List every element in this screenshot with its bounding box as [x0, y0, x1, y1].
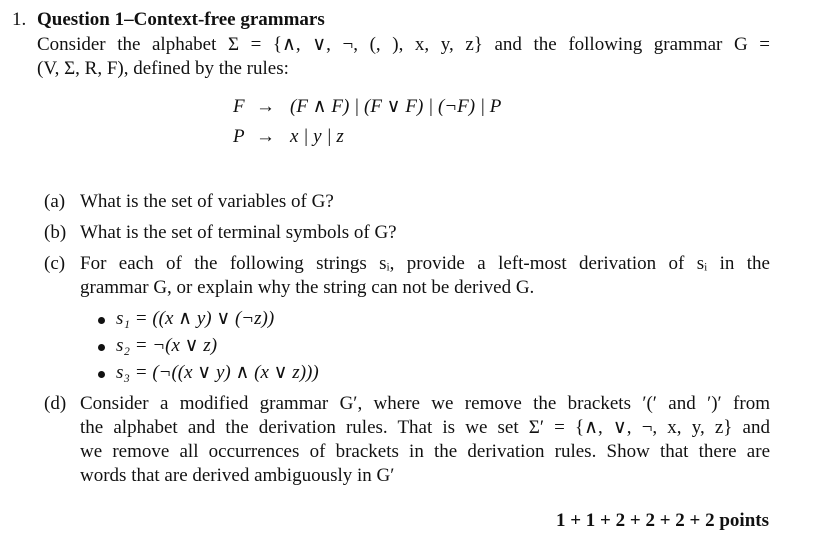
part-c-label: (c) — [44, 253, 66, 274]
points-total: 1 + 1 + 2 + 2 + 2 + 2 points — [555, 510, 769, 531]
question-title: Question 1–Context-free grammars — [37, 9, 325, 30]
rule2-lhs: P — [233, 126, 245, 147]
part-c-line-1: For each of the following strings sᵢ, provide a left-most derivation of sᵢ in the — [80, 253, 770, 274]
part-b-label: (b) — [44, 222, 67, 243]
part-c-line-2: grammar G, or explain why the string can not be derived G. — [80, 277, 535, 298]
part-a-label: (a) — [44, 191, 66, 212]
bullet-icon — [98, 371, 105, 378]
rule1-lhs: F — [233, 96, 245, 117]
part-d-line-1: Consider a modified grammar G′, where we remove the brackets ′(′ and ′)′ from — [80, 393, 770, 414]
part-a-text: What is the set of variables of G? — [80, 191, 334, 212]
rule2-arrow: → — [256, 126, 275, 147]
intro-line-2: (V, Σ, R, F), defined by the rules: — [37, 58, 289, 79]
rule1-arrow: → — [256, 96, 275, 117]
string-s2: s₂ = ¬(x ∨ z) — [116, 335, 218, 356]
intro-line-1: Consider the alphabet Σ = {∧, ∨, ¬, (, ), x, y, z} and the following grammar G = — [37, 34, 770, 55]
bullet-icon — [98, 317, 105, 324]
part-d-line-3: we remove all occurrences of brackets in the derivation rules. Show that there are — [80, 441, 770, 462]
part-d-line-4: words that are derived ambiguously in G′ — [80, 465, 395, 486]
part-d-line-2: the alphabet and the derivation rules. That is we set Σ′ = {∧, ∨, ¬, x, y, z} and — [80, 417, 770, 438]
question-number: 1. — [12, 9, 27, 30]
rule2-rhs: x | y | z — [290, 126, 344, 147]
part-b-text: What is the set of terminal symbols of G? — [80, 222, 397, 243]
string-s1: s₁ = ((x ∧ y) ∨ (¬z)) — [116, 308, 275, 329]
bullet-icon — [98, 344, 105, 351]
string-s3: s₃ = (¬((x ∨ y) ∧ (x ∨ z))) — [116, 362, 319, 383]
part-d-label: (d) — [44, 393, 67, 414]
rule1-rhs: (F ∧ F) | (F ∨ F) | (¬F) | P — [290, 96, 502, 117]
